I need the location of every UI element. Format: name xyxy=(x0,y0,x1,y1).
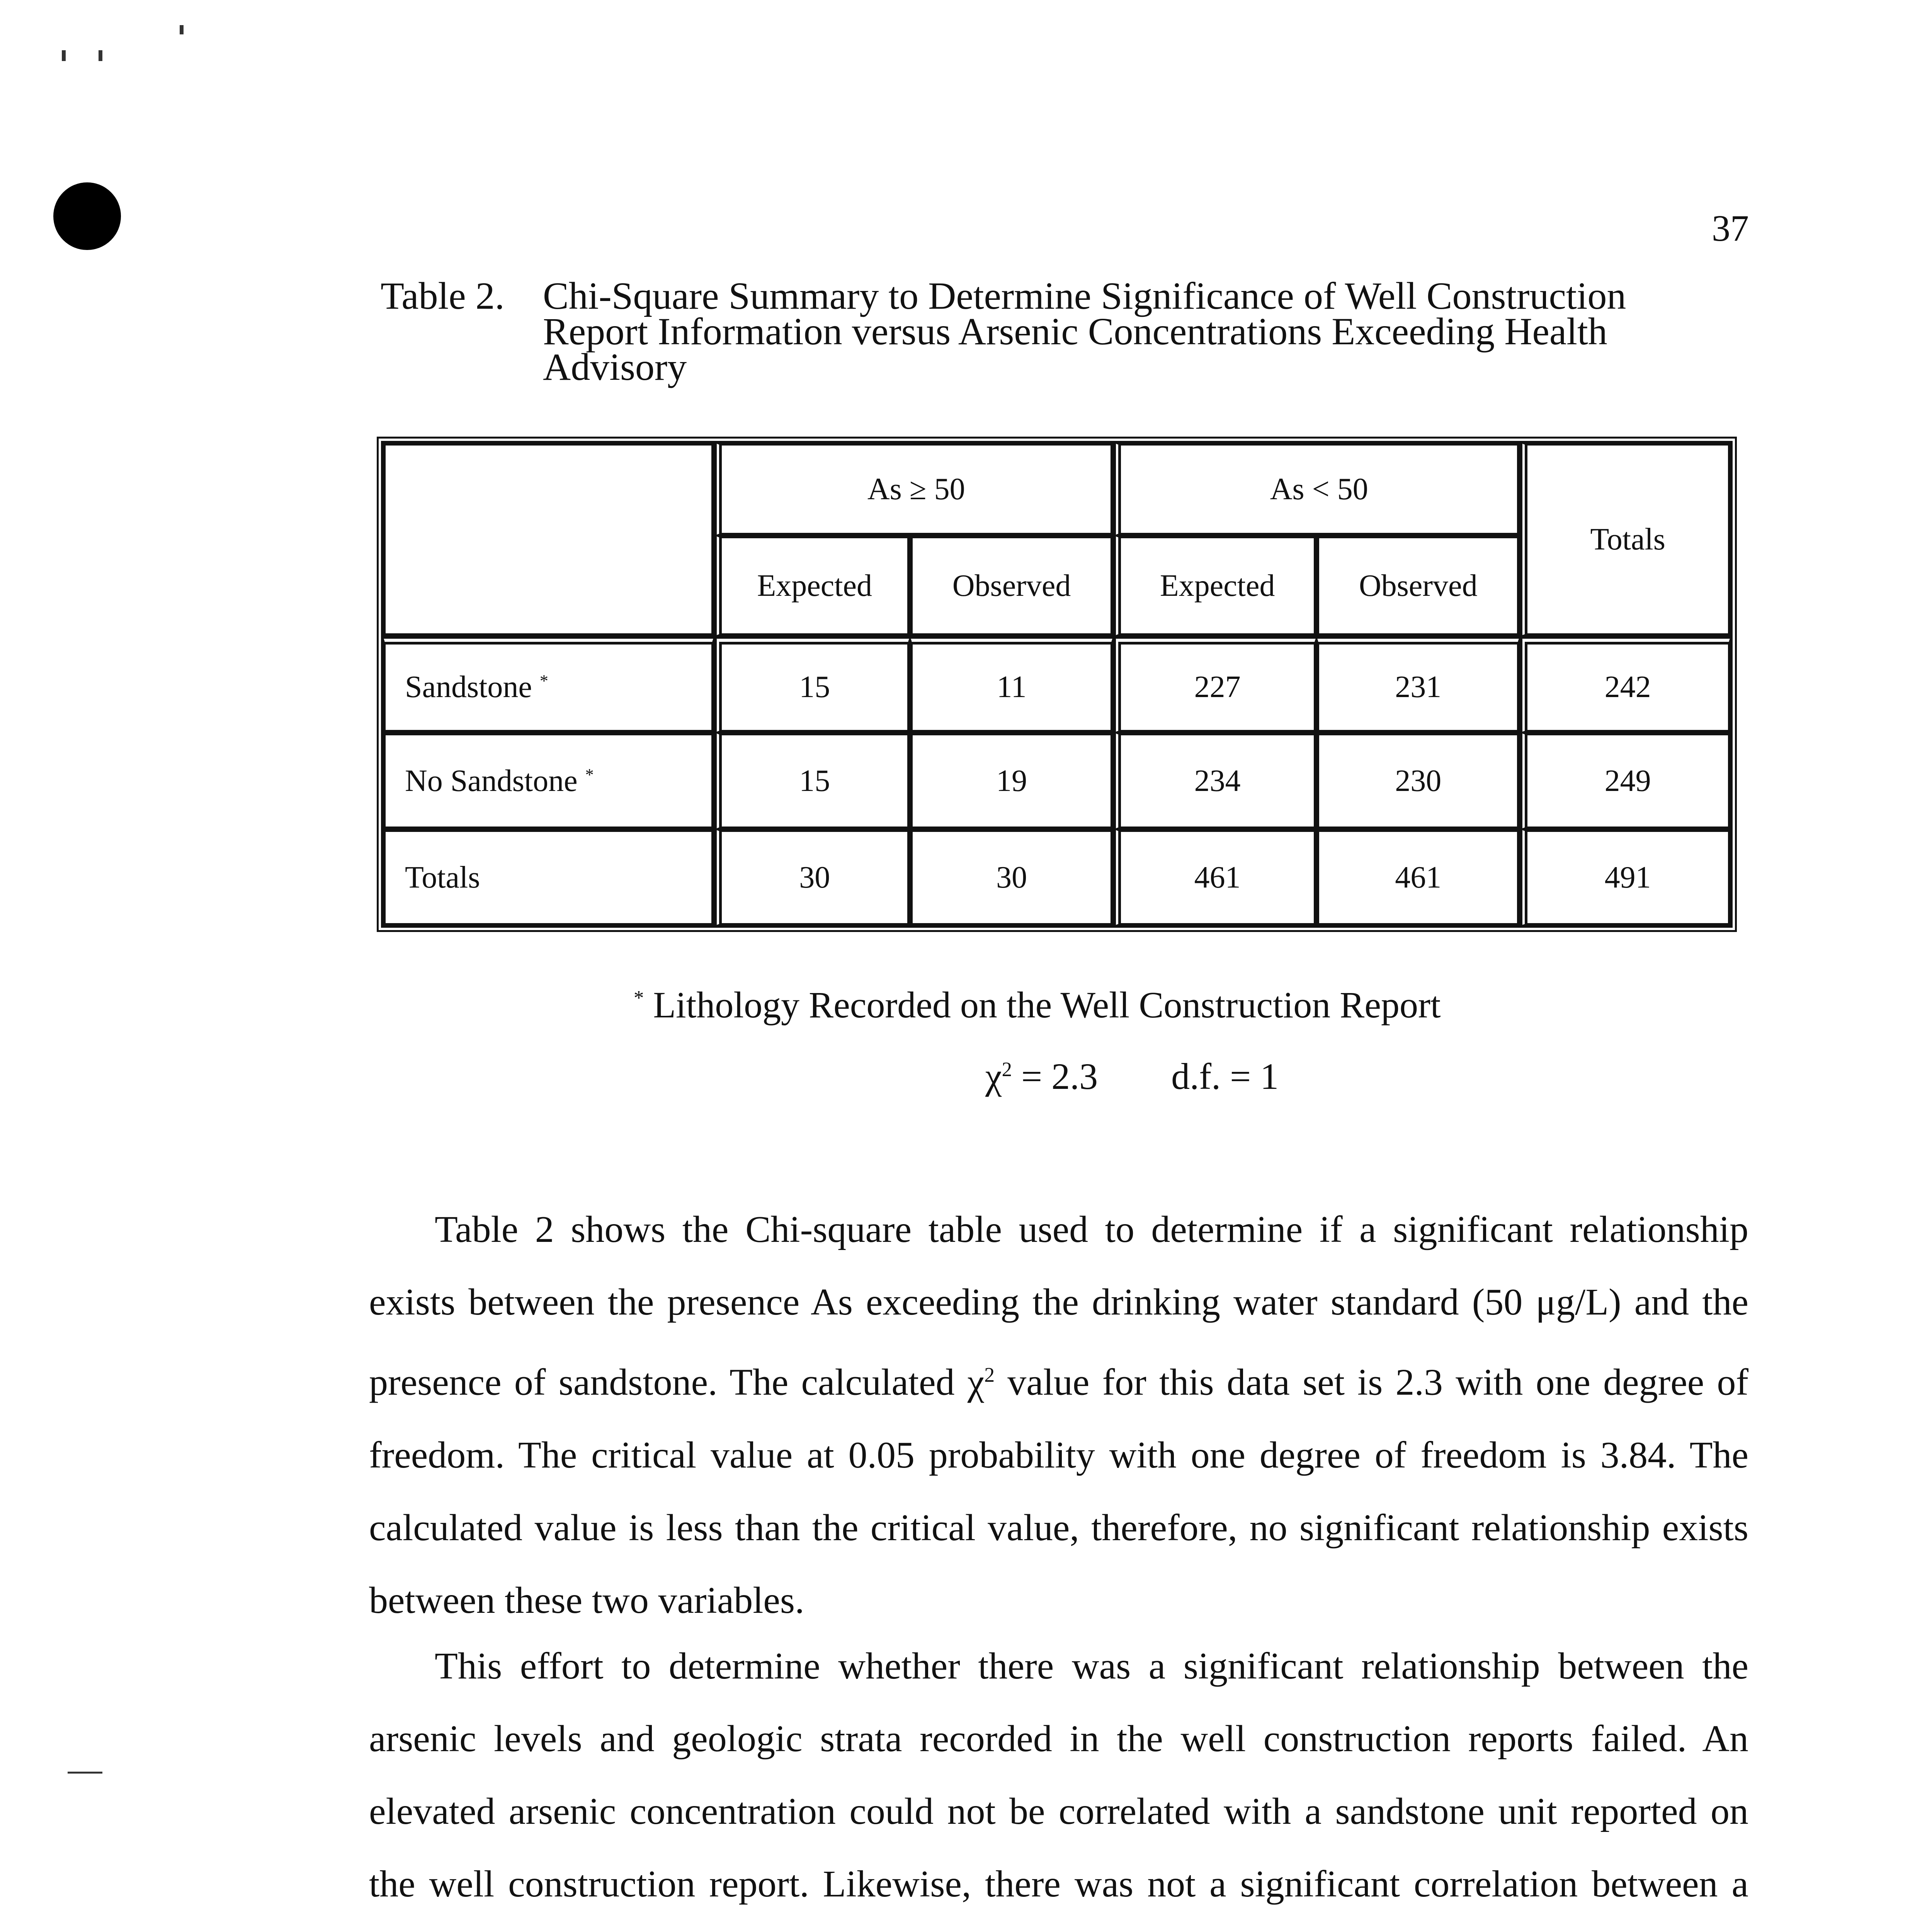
page-number: 37 xyxy=(1712,207,1749,249)
table-cell: 15 xyxy=(714,636,910,733)
footnote-text: Lithology Recorded on the Well Construction Report xyxy=(653,984,1441,1026)
table-footnote xyxy=(634,983,1441,1026)
table-cell: 30 xyxy=(714,829,910,926)
table-cell: 227 xyxy=(1113,636,1316,733)
punch-hole-top xyxy=(53,182,121,250)
chi-value: = 2.3 xyxy=(1012,1056,1098,1097)
group-header-as-ge-50: As ≥ 50 xyxy=(714,443,1113,536)
grand-total: 491 xyxy=(1520,829,1731,926)
footnote-marker: * xyxy=(634,987,644,1009)
table-corner-cell xyxy=(383,443,714,636)
body-paragraph: This effort to determine whether there was a significant relationship between the arsenic levels and geologic strata recorded in the well construction reports failed. An elevated arsenic concentration could not be correlated with a sandstone unit reported on the well construction report. Likewise, there was not a significant correlation between a xyxy=(369,1645,1748,1905)
footnote-marker: * xyxy=(585,765,594,784)
table-row xyxy=(383,829,1731,926)
subheader-expected: Expected xyxy=(1113,536,1316,636)
table-cell: 230 xyxy=(1316,733,1520,829)
table-row xyxy=(383,636,1731,733)
table-cell: 231 xyxy=(1316,636,1520,733)
row-total: 249 xyxy=(1520,733,1731,829)
totals-header: Totals xyxy=(1520,443,1731,636)
degrees-of-freedom: d.f. = 1 xyxy=(1171,1056,1279,1097)
row-label: Sandstone * xyxy=(383,636,714,733)
chi-square-stats xyxy=(985,1055,1279,1098)
footnote-marker: * xyxy=(539,671,548,690)
row-label: Totals xyxy=(383,829,714,926)
table-cell: 19 xyxy=(910,733,1113,829)
table-header-row xyxy=(383,443,1731,536)
chi-exponent: 2 xyxy=(984,1363,995,1386)
table-cell: 461 xyxy=(1113,829,1316,926)
body-paragraph: Table 2 shows the Chi-square table used to determine if a significant relationship exists between the presence As exceeding the drinking water standard (50 μg/L) and the presence of sandstone. The calculated $\chi^2$ value for this data set is 2.3 with one degree of freedom. The critical value at 0.05 probability with one degree of freedom is 3.84. The calculated value is less than the critical value, therefore, no significant relationship exists between these two variables. xyxy=(369,1209,1748,1621)
table-cell: 15 xyxy=(714,733,910,829)
group-header-as-lt-50: As < 50 xyxy=(1113,443,1520,536)
chi-symbol: χ xyxy=(985,1056,1002,1097)
chi-square-table xyxy=(377,437,1737,932)
scan-speck xyxy=(68,1772,102,1774)
chi-exponent: 2 xyxy=(1002,1058,1012,1081)
scan-speck xyxy=(99,50,102,61)
subheader-observed: Observed xyxy=(1316,536,1520,636)
chi-symbol: χ xyxy=(967,1361,985,1403)
table-caption-text: Chi-Square Summary to Determine Significance of Well Construction Report Information versus Arsenic Concentrations Exceeding Health Advisory xyxy=(543,274,1626,388)
scan-speck xyxy=(62,50,66,61)
table-caption-label: Table 2. xyxy=(381,274,505,317)
table-cell: 11 xyxy=(910,636,1113,733)
table-cell: 234 xyxy=(1113,733,1316,829)
table-cell: 461 xyxy=(1316,829,1520,926)
subheader-observed: Observed xyxy=(910,536,1113,636)
table-cell: 30 xyxy=(910,829,1113,926)
row-total: 242 xyxy=(1520,636,1731,733)
table-row xyxy=(383,733,1731,829)
row-label: No Sandstone * xyxy=(383,733,714,829)
subheader-expected: Expected xyxy=(714,536,910,636)
scan-speck xyxy=(180,25,184,34)
